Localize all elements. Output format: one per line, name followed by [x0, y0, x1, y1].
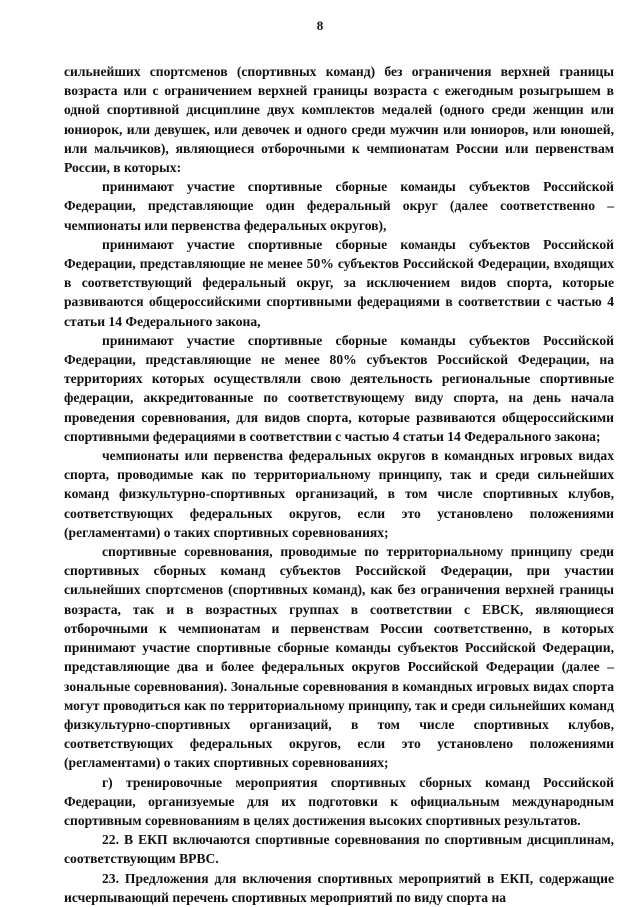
- paragraph-fifty-percent: принимают участие спортивные сборные команды субъектов Российской Федерации, представляющие не менее 50% субъектов Российской Федерации, входящих в соответствующий федеральный округ, за исключением видов спорта, которые развиваются общероссийскими спортивными федерациями в соответствии с частью 4 статьи 14 Федерального закона,: [64, 236, 614, 329]
- paragraph-zonal-competitions: спортивные соревнования, проводимые по территориальному принципу среди спортивных сборных команд субъектов Российской Федерации, при участии сильнейших спортсменов (спортивных команд), как без ограничения верхней границы возраста, так и в возрастных группах в соответствии с ЕВСК, являющиеся отборочными к чемпионатам и первенствам России соответственно, в которых принимают участие спортивные сборные команды субъектов Российской Федерации, представляющие два и более федеральных округов Российской Федерации (далее – зональные соревнования). Зональные соревнования в командных игровых видах спорта могут проводиться как по территориальному принципу, так и среди сильнейших команд физкультурно-спортивных организаций, в том числе спортивных клубов, соответствующих федеральных округов, если это установлено положениями (регламентами) о таких спортивных соревнованиях;: [64, 544, 614, 771]
- paragraph-federal-districts: принимают участие спортивные сборные команды субъектов Российской Федерации, представляющие один федеральный округ (далее соответственно – чемпионаты или первенства федеральных округов),: [64, 179, 614, 233]
- paragraph-team-games: чемпионаты или первенства федеральных округов в командных игровых видах спорта, проводимые как по территориальному принципу, так и среди сильнейших команд физкультурно-спортивных организаций, в том числе спортивных клубов, соответствующих федеральных округов, если это установлено положениями (регламентами) о таких спортивных соревнованиях;: [64, 448, 614, 540]
- paragraph-eighty-percent: принимают участие спортивные сборные команды субъектов Российской Федерации, представляющие не менее 80% субъектов Российской Федерации, на территориях которых осуществляли свою деятельность региональные спортивные федерации, аккредитованные по соответствующему виду спорта, на день начала проведения соревнования, для видов спорта, которые развиваются общероссийскими спортивными федерациями в соответствии с частью 4 статьи 14 Федерального закона;: [64, 332, 614, 444]
- page-number: 8: [316, 18, 324, 33]
- paragraph-item-23: 23. Предложения для включения спортивных мероприятий в ЕКП, содержащие исчерпывающий перечень спортивных мероприятий по виду спорта на: [64, 870, 614, 905]
- document-body: [64, 62, 614, 907]
- paragraph-training-events: г) тренировочные мероприятия спортивных сборных команд Российской Федерации, организуемые для их подготовки к официальным международным спортивным соревнованиям в целях достижения высоких спортивных результатов.: [64, 774, 614, 828]
- paragraph-continuation: сильнейших спортсменов (спортивных команд) без ограничения верхней границы возраста или с ограничением верхней границы возраста с ежегодным розыгрышем в одной спортивной дисциплине двух комплектов медалей (одного среди женщин или юниорок, или девушек, или девочек и одного среди мужчин или юниоров, или юношей, или мальчиков), являющиеся отборочными к чемпионатам России или первенствам России, в которых:: [64, 64, 614, 176]
- paragraph-item-22: 22. В ЕКП включаются спортивные соревнования по спортивным дисциплинам, соответствующим ВРВС.: [64, 832, 614, 867]
